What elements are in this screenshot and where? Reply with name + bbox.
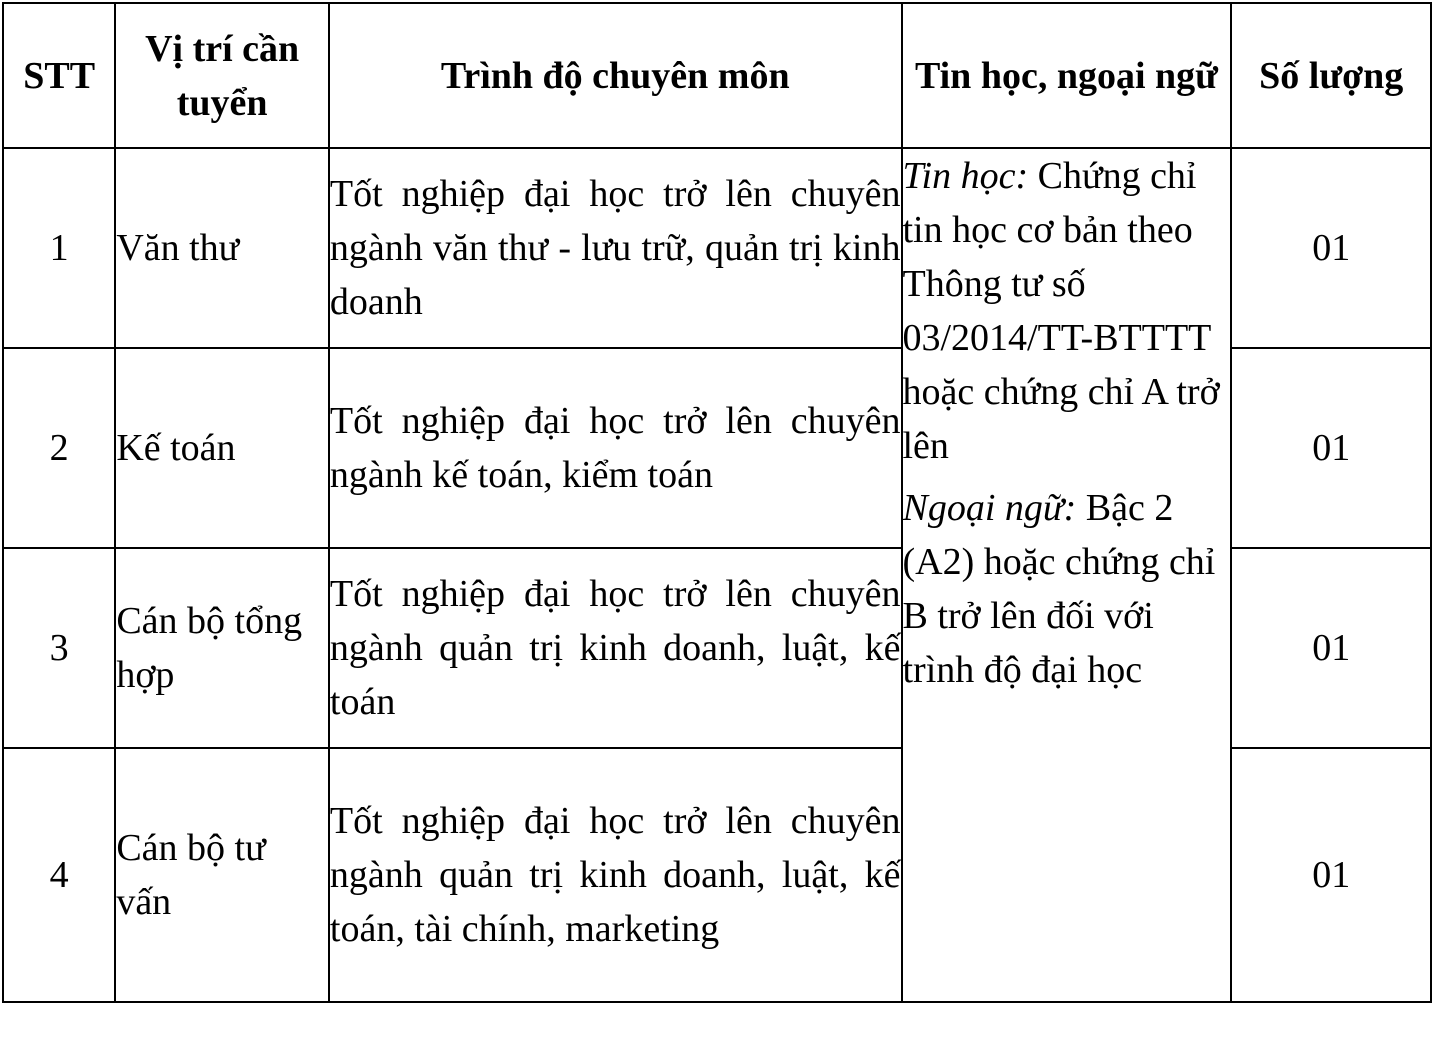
- row-qualification: Tốt nghiệp đại học trở lên chuyên ngành quản trị kinh doanh, luật, kế toán, tài chính, marketing: [329, 748, 902, 1002]
- header-quantity: Số lượng: [1231, 3, 1431, 148]
- table-row: [3, 148, 1431, 348]
- row-quantity: 01: [1231, 348, 1431, 548]
- it-text: Chứng chỉ tin học cơ bản theo Thông tư số 03/2014/TT-BTTTT hoặc chứng chỉ A trở lên: [902, 155, 1220, 467]
- it-label: Tin học:: [902, 155, 1029, 197]
- header-row: [3, 3, 1431, 148]
- header-stt: STT: [3, 3, 115, 148]
- shared-it-language-requirement: [902, 148, 1232, 1002]
- row-position: Kế toán: [115, 348, 329, 548]
- it-requirement: [903, 149, 1231, 473]
- row-qualification: Tốt nghiệp đại học trở lên chuyên ngành quản trị kinh doanh, luật, kế toán: [329, 548, 902, 748]
- row-stt: 2: [3, 348, 115, 548]
- row-position: Cán bộ tổng hợp: [115, 548, 329, 748]
- language-requirement: [903, 481, 1231, 697]
- language-text: Bậc 2 (A2) hoặc chứng chỉ B trở lên đối với trình độ đại học: [902, 487, 1216, 691]
- row-qualification: Tốt nghiệp đại học trở lên chuyên ngành kế toán, kiểm toán: [329, 348, 902, 548]
- row-stt: 4: [3, 748, 115, 1002]
- row-stt: 1: [3, 148, 115, 348]
- row-qualification: Tốt nghiệp đại học trở lên chuyên ngành văn thư - lưu trữ, quản trị kinh doanh: [329, 148, 902, 348]
- header-it-language: Tin học, ngoại ngữ: [902, 3, 1232, 148]
- recruitment-table: [2, 2, 1432, 1003]
- language-label: Ngoại ngữ:: [902, 487, 1077, 529]
- row-quantity: 01: [1231, 748, 1431, 1002]
- header-position: Vị trí cần tuyển: [115, 3, 329, 148]
- row-stt: 3: [3, 548, 115, 748]
- row-position: Cán bộ tư vấn: [115, 748, 329, 1002]
- header-qualification: Trình độ chuyên môn: [329, 3, 902, 148]
- row-quantity: 01: [1231, 148, 1431, 348]
- row-quantity: 01: [1231, 548, 1431, 748]
- row-position: Văn thư: [115, 148, 329, 348]
